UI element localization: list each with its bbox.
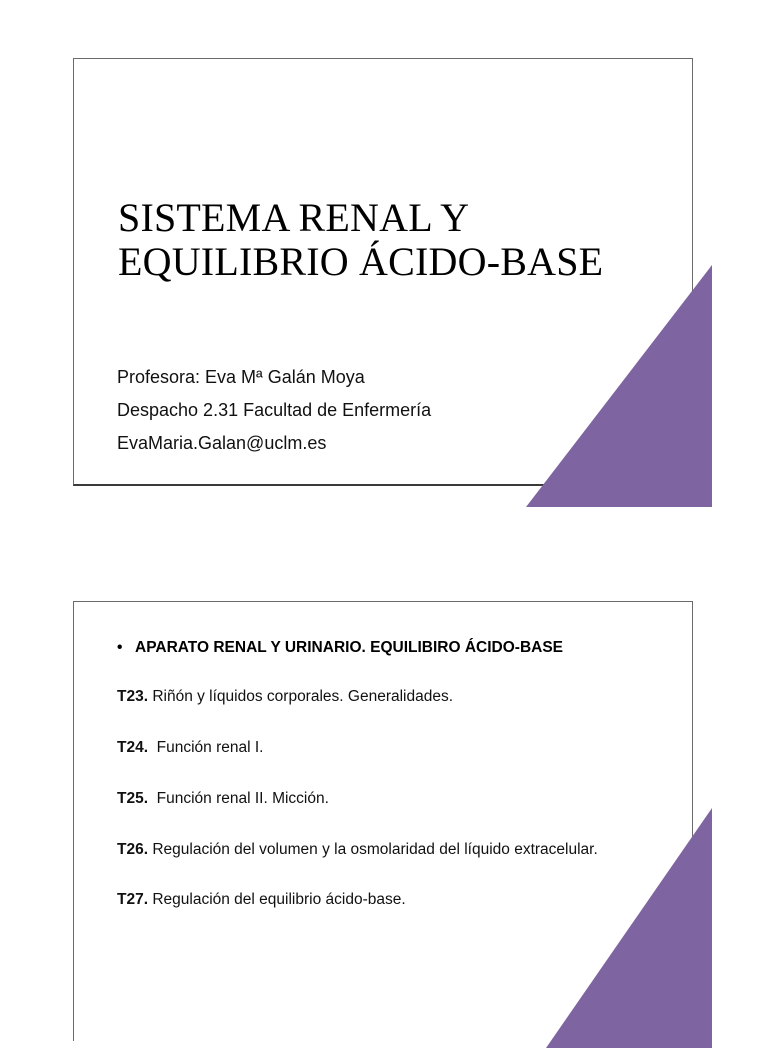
professor-name: Profesora: Eva Mª Galán Moya (117, 367, 365, 387)
topic-code: T24. (117, 739, 149, 756)
topic-item (117, 841, 598, 859)
bullet-icon: • (117, 639, 123, 656)
email-address: EvaMaria.Galan@uclm.es (117, 433, 327, 453)
topic-item (117, 790, 329, 808)
topic-item (117, 739, 263, 757)
author-info (117, 361, 431, 460)
topic-code: T26. (117, 841, 149, 858)
topic-text: Regulación del volumen y la osmolaridad del líquido extracelular. (148, 841, 598, 858)
topic-code: T25. (117, 790, 149, 807)
topic-code: T23. (117, 688, 149, 705)
office-location: Despacho 2.31 Facultad de Enfermería (117, 400, 432, 420)
topic-text: Regulación del equilibrio ácido-base. (148, 891, 406, 908)
topic-text: Función renal II. Micción. (148, 790, 329, 807)
topic-text: Función renal I. (148, 739, 264, 756)
topic-item (117, 688, 453, 706)
page-title (118, 196, 678, 284)
topic-text: Riñón y líquidos corporales. Generalidades. (148, 688, 454, 705)
section-heading (117, 639, 563, 657)
topic-item (117, 891, 406, 909)
topic-code: T27. (117, 891, 149, 908)
section-heading-text: APARATO RENAL Y URINARIO. EQUILIBIRO ÁCIDO-BASE (135, 639, 564, 656)
decorative-triangle (526, 265, 712, 507)
title-line-2: EQUILIBRIO ÁCIDO-BASE (118, 239, 604, 284)
title-line-1: SISTEMA RENAL Y (118, 195, 470, 240)
